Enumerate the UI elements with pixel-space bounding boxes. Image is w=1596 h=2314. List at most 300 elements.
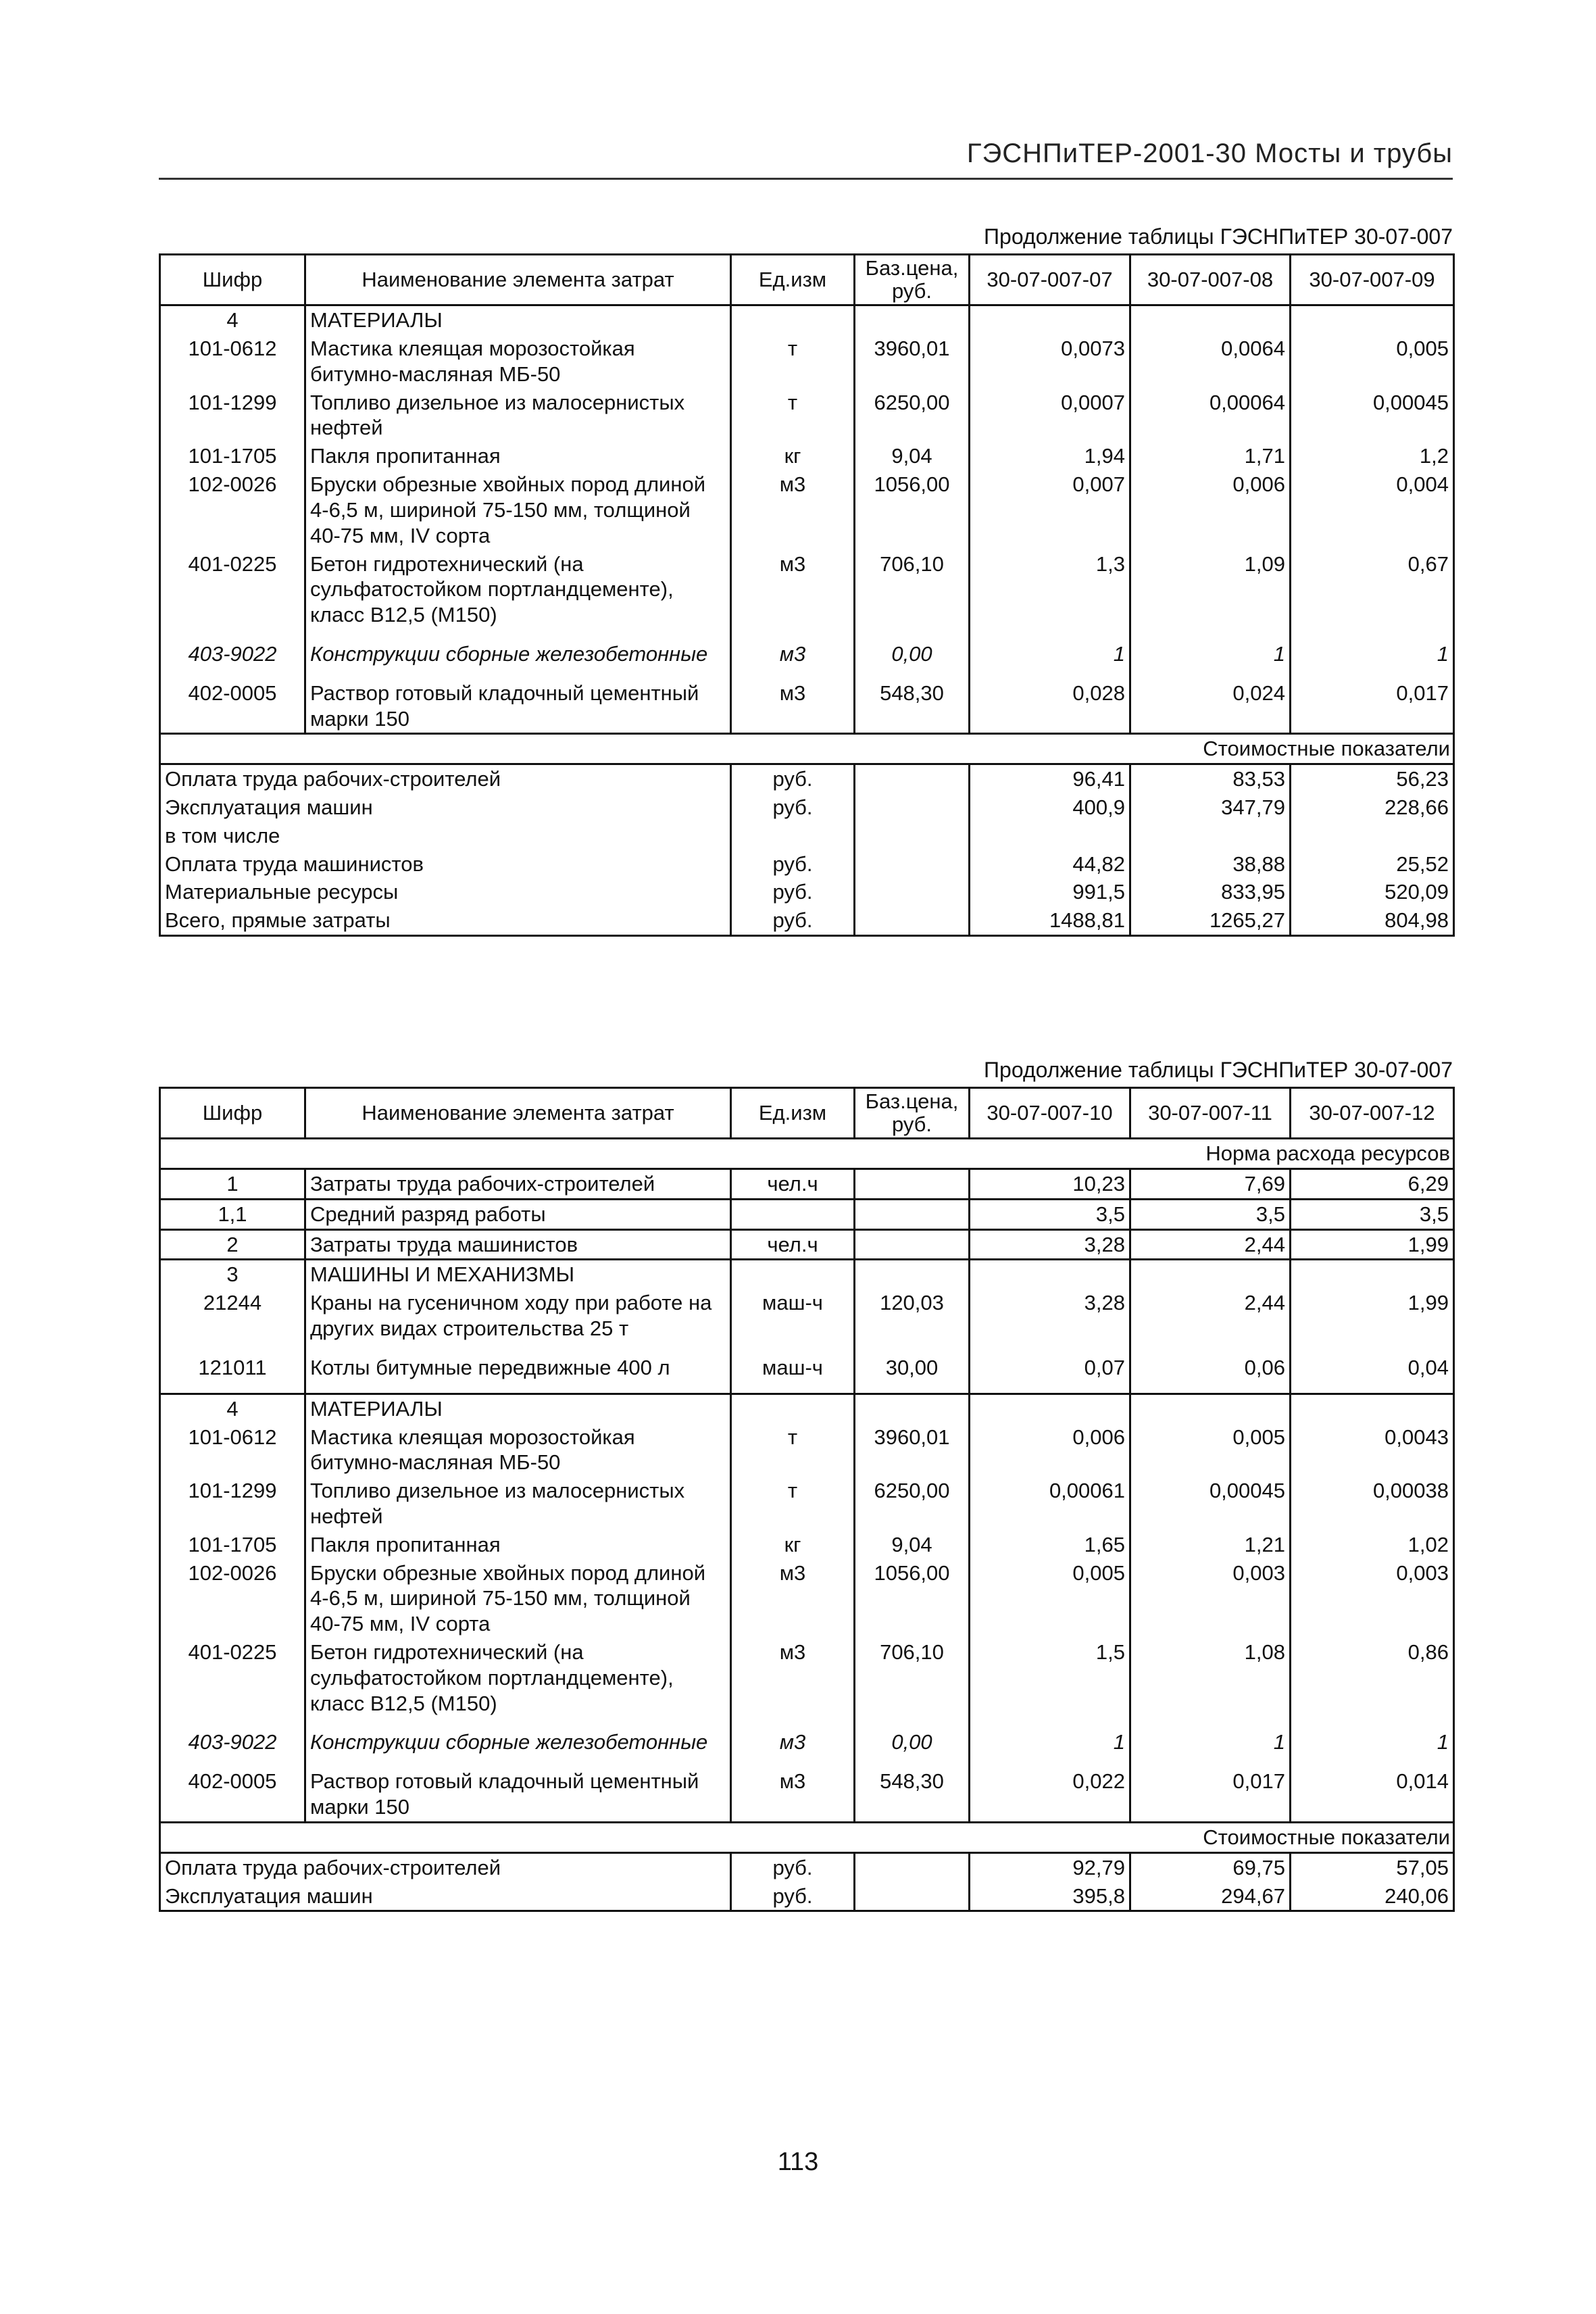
summary-row bbox=[160, 764, 1454, 793]
spacer-row bbox=[160, 1756, 1454, 1767]
resource-norm-band bbox=[160, 1139, 1454, 1169]
base-price: 6250,00 bbox=[855, 1477, 970, 1531]
cost-value: 25,52 bbox=[1291, 850, 1454, 879]
summary-label: Оплата труда машинистов bbox=[160, 850, 731, 879]
base-price: 120,03 bbox=[855, 1289, 970, 1343]
spacer-cell bbox=[160, 629, 305, 640]
summary-price-empty bbox=[855, 906, 970, 935]
table-row bbox=[160, 335, 1454, 389]
cost-value bbox=[970, 822, 1130, 850]
norm-value: 1,99 bbox=[1291, 1229, 1454, 1260]
summary-row bbox=[160, 822, 1454, 850]
norm-value: 1,08 bbox=[1130, 1638, 1291, 1717]
resource-unit: м3 bbox=[779, 1640, 806, 1664]
summary-label: Эксплуатация машин bbox=[160, 793, 731, 822]
resource-code: 102-0026 bbox=[188, 472, 277, 497]
spacer-cell bbox=[1291, 1343, 1454, 1354]
norm-value: 1,99 bbox=[1291, 1289, 1454, 1343]
table-row bbox=[160, 1423, 1454, 1477]
table-row bbox=[160, 1767, 1454, 1822]
norm-value: 1,02 bbox=[1291, 1531, 1454, 1559]
resource-name: Пакля пропитанная bbox=[305, 1531, 731, 1559]
table-row bbox=[160, 389, 1454, 443]
base-price: 706,10 bbox=[855, 1638, 970, 1717]
norm-value: 0,00045 bbox=[1130, 1477, 1291, 1531]
cost-value bbox=[1130, 822, 1291, 850]
spacer-cell bbox=[305, 668, 731, 679]
cost-value: 520,09 bbox=[1291, 878, 1454, 906]
spacer-cell bbox=[1291, 1756, 1454, 1767]
resource-code: 101-1705 bbox=[188, 444, 277, 468]
spacer-cell bbox=[160, 1756, 305, 1767]
summary-label: в том числе bbox=[160, 822, 731, 850]
cost-value: 294,67 bbox=[1130, 1882, 1291, 1911]
spacer-row bbox=[160, 1382, 1454, 1394]
table-row bbox=[160, 640, 1454, 668]
norm-value bbox=[1291, 1394, 1454, 1423]
base-price: 706,10 bbox=[855, 550, 970, 629]
col-header-price: Баз.цена, руб. bbox=[855, 255, 970, 305]
summary-unit: руб. bbox=[772, 1884, 813, 1908]
cost-value: 38,88 bbox=[1130, 850, 1291, 879]
table-row bbox=[160, 1394, 1454, 1423]
cost-value: 92,79 bbox=[970, 1852, 1130, 1881]
spacer-cell bbox=[1130, 1717, 1291, 1728]
table1-header-row bbox=[160, 255, 1454, 305]
resource-unit: т bbox=[787, 337, 798, 360]
base-price: 1056,00 bbox=[855, 470, 970, 549]
cost-value: 395,8 bbox=[970, 1882, 1130, 1911]
resource-code: 1 bbox=[160, 1169, 305, 1200]
col-header-code-3: 30-07-007-09 bbox=[1291, 255, 1454, 305]
resource-name: Бетон гидротехнический (на сульфатостойком портландцементе), класс В12,5 (М150) bbox=[305, 550, 731, 629]
table-row bbox=[160, 1289, 1454, 1343]
summary-price-empty bbox=[855, 822, 970, 850]
spacer-cell bbox=[1130, 629, 1291, 640]
resource-code: 101-1705 bbox=[188, 1532, 277, 1556]
base-price bbox=[855, 1199, 970, 1229]
base-price: 548,30 bbox=[855, 679, 970, 734]
summary-unit: руб. bbox=[772, 852, 813, 876]
base-price: 0,00 bbox=[855, 640, 970, 668]
norm-value: 3,28 bbox=[970, 1229, 1130, 1260]
resource-name: Мастика клеящая морозостойкая битумно-масляная МБ-50 bbox=[305, 1423, 731, 1477]
base-price bbox=[855, 1260, 970, 1289]
norm-value: 0,67 bbox=[1291, 550, 1454, 629]
norm-value: 0,0073 bbox=[970, 335, 1130, 389]
summary-price-empty bbox=[855, 764, 970, 793]
cost-value: 56,23 bbox=[1291, 764, 1454, 793]
table2 bbox=[159, 1087, 1455, 1912]
col-header-price: Баз.цена, руб. bbox=[855, 1088, 970, 1139]
resource-norm-band-label: Норма расхода ресурсов bbox=[160, 1139, 1454, 1169]
spacer-cell bbox=[731, 668, 855, 679]
cost-indicators-band-label: Стоимостные показатели bbox=[160, 1822, 1454, 1852]
cost-value: 69,75 bbox=[1130, 1852, 1291, 1881]
summary-unit: руб. bbox=[772, 908, 813, 933]
spacer-cell bbox=[731, 1756, 855, 1767]
norm-value: 1 bbox=[1291, 640, 1454, 668]
spacer-cell bbox=[160, 1382, 305, 1394]
norm-value: 1 bbox=[970, 1728, 1130, 1756]
col-header-name: Наименование элемента затрат bbox=[305, 1088, 731, 1139]
table-row bbox=[160, 442, 1454, 470]
col-header-code-1: 30-07-007-10 bbox=[970, 1088, 1130, 1139]
norm-value: 3,5 bbox=[970, 1199, 1130, 1229]
norm-value: 0,00061 bbox=[970, 1477, 1130, 1531]
resource-unit bbox=[731, 1394, 855, 1423]
spacer-cell bbox=[305, 1343, 731, 1354]
norm-value: 0,024 bbox=[1130, 679, 1291, 734]
resource-name: Конструкции сборные железобетонные bbox=[305, 1728, 731, 1756]
spacer-cell bbox=[855, 1382, 970, 1394]
table-row bbox=[160, 1199, 1454, 1229]
resource-name: Топливо дизельное из малосернистых нефтей bbox=[305, 1477, 731, 1531]
summary-unit: руб. bbox=[772, 880, 813, 904]
table2-header-row bbox=[160, 1088, 1454, 1139]
spacer-cell bbox=[970, 1756, 1130, 1767]
norm-value bbox=[970, 1394, 1130, 1423]
spacer-cell bbox=[1130, 668, 1291, 679]
col-header-code-2: 30-07-007-11 bbox=[1130, 1088, 1291, 1139]
norm-value: 1,09 bbox=[1130, 550, 1291, 629]
spacer-cell bbox=[160, 668, 305, 679]
col-header-name: Наименование элемента затрат bbox=[305, 255, 731, 305]
norm-value bbox=[970, 305, 1130, 335]
norm-value: 0,06 bbox=[1130, 1354, 1291, 1382]
norm-value: 1,94 bbox=[970, 442, 1130, 470]
resource-name: МАТЕРИАЛЫ bbox=[305, 305, 731, 335]
spacer-cell bbox=[855, 629, 970, 640]
base-price bbox=[855, 305, 970, 335]
spacer-cell bbox=[305, 1717, 731, 1728]
resource-name: МАШИНЫ И МЕХАНИЗМЫ bbox=[305, 1260, 731, 1289]
table-row bbox=[160, 550, 1454, 629]
norm-value: 2,44 bbox=[1130, 1229, 1291, 1260]
norm-value: 1,5 bbox=[970, 1638, 1130, 1717]
norm-value: 0,0064 bbox=[1130, 335, 1291, 389]
resource-code: 101-1299 bbox=[188, 1479, 277, 1503]
page-header: ГЭСНПиТЕР-2001-30 Мосты и трубы bbox=[966, 139, 1453, 168]
norm-value: 0,00045 bbox=[1291, 389, 1454, 443]
norm-value: 0,017 bbox=[1291, 679, 1454, 734]
spacer-cell bbox=[1291, 1382, 1454, 1394]
spacer-row bbox=[160, 668, 1454, 679]
summary-label: Оплата труда рабочих-строителей bbox=[160, 764, 731, 793]
norm-value bbox=[1291, 1260, 1454, 1289]
cost-value: 83,53 bbox=[1130, 764, 1291, 793]
summary-price-empty bbox=[855, 793, 970, 822]
resource-unit bbox=[731, 305, 855, 335]
summary-row bbox=[160, 1852, 1454, 1881]
norm-value: 0,00038 bbox=[1291, 1477, 1454, 1531]
spacer-cell bbox=[305, 1756, 731, 1767]
spacer-cell bbox=[855, 668, 970, 679]
cost-value: 804,98 bbox=[1291, 906, 1454, 935]
norm-value bbox=[1130, 1394, 1291, 1423]
resource-unit: т bbox=[787, 1425, 798, 1449]
resource-name: Бруски обрезные хвойных пород длиной 4-6,5 м, шириной 75-150 мм, толщиной 40-75 мм, IV сорта bbox=[305, 470, 731, 549]
base-price: 3960,01 bbox=[855, 335, 970, 389]
norm-value: 1,65 bbox=[970, 1531, 1130, 1559]
table-row bbox=[160, 1229, 1454, 1260]
resource-code: 101-0612 bbox=[188, 337, 277, 360]
col-header-code-1: 30-07-007-07 bbox=[970, 255, 1130, 305]
summary-row bbox=[160, 1882, 1454, 1911]
table2-caption: Продолжение таблицы ГЭСНПиТЕР 30-07-007 bbox=[984, 1058, 1453, 1082]
spacer-cell bbox=[731, 1343, 855, 1354]
norm-value: 0,017 bbox=[1130, 1767, 1291, 1822]
norm-value: 1 bbox=[1291, 1728, 1454, 1756]
spacer-cell bbox=[731, 629, 855, 640]
table-row bbox=[160, 1260, 1454, 1289]
spacer-cell bbox=[1130, 1343, 1291, 1354]
norm-value: 0,00064 bbox=[1130, 389, 1291, 443]
resource-code: 401-0225 bbox=[188, 1640, 277, 1664]
table1-caption: Продолжение таблицы ГЭСНПиТЕР 30-07-007 bbox=[984, 224, 1453, 249]
norm-value: 1 bbox=[970, 640, 1130, 668]
cost-value: 347,79 bbox=[1130, 793, 1291, 822]
table-row bbox=[160, 1169, 1454, 1200]
summary-label: Оплата труда рабочих-строителей bbox=[160, 1852, 731, 1881]
norm-value: 0,005 bbox=[1291, 335, 1454, 389]
resource-unit: м3 bbox=[779, 641, 806, 666]
summary-label: Материальные ресурсы bbox=[160, 878, 731, 906]
norm-value: 1,71 bbox=[1130, 442, 1291, 470]
spacer-cell bbox=[160, 1717, 305, 1728]
resource-unit: кг bbox=[784, 444, 801, 468]
spacer-cell bbox=[970, 1717, 1130, 1728]
summary-row bbox=[160, 793, 1454, 822]
resource-code: 403-9022 bbox=[188, 1730, 277, 1754]
resource-unit bbox=[731, 1260, 855, 1289]
cost-value: 240,06 bbox=[1291, 1882, 1454, 1911]
table-row bbox=[160, 1531, 1454, 1559]
resource-code: 21244 bbox=[203, 1291, 262, 1315]
spacer-cell bbox=[970, 1343, 1130, 1354]
cost-value: 44,82 bbox=[970, 850, 1130, 879]
base-price: 1056,00 bbox=[855, 1559, 970, 1638]
table-row bbox=[160, 679, 1454, 734]
resource-name: Топливо дизельное из малосернистых нефтей bbox=[305, 389, 731, 443]
norm-value: 0,07 bbox=[970, 1354, 1130, 1382]
resource-name: МАТЕРИАЛЫ bbox=[305, 1394, 731, 1423]
norm-value: 0,014 bbox=[1291, 1767, 1454, 1822]
summary-row bbox=[160, 878, 1454, 906]
norm-value: 3,5 bbox=[1130, 1199, 1291, 1229]
summary-label: Эксплуатация машин bbox=[160, 1882, 731, 1911]
summary-unit: руб. bbox=[772, 795, 813, 819]
resource-unit: т bbox=[787, 390, 798, 414]
norm-value: 6,29 bbox=[1291, 1169, 1454, 1200]
col-header-unit: Ед.изм bbox=[731, 255, 855, 305]
norm-value bbox=[1130, 305, 1291, 335]
norm-value: 1 bbox=[1130, 1728, 1291, 1756]
spacer-row bbox=[160, 629, 1454, 640]
norm-value: 0,003 bbox=[1291, 1559, 1454, 1638]
norm-value: 1,21 bbox=[1130, 1531, 1291, 1559]
resource-code: 1,1 bbox=[160, 1199, 305, 1229]
spacer-cell bbox=[855, 1756, 970, 1767]
resource-code: 402-0005 bbox=[188, 1769, 277, 1794]
norm-value: 0,005 bbox=[970, 1559, 1130, 1638]
spacer-cell bbox=[1291, 1717, 1454, 1728]
table-row bbox=[160, 1477, 1454, 1531]
spacer-cell bbox=[855, 1717, 970, 1728]
resource-name: Пакля пропитанная bbox=[305, 442, 731, 470]
cost-value: 228,66 bbox=[1291, 793, 1454, 822]
resource-code: 101-0612 bbox=[188, 1425, 277, 1449]
resource-unit: чел.ч bbox=[731, 1229, 855, 1260]
summary-row bbox=[160, 906, 1454, 935]
base-price: 3960,01 bbox=[855, 1423, 970, 1477]
cost-value: 991,5 bbox=[970, 878, 1130, 906]
resource-name: Раствор готовый кладочный цементный марки 150 bbox=[305, 1767, 731, 1822]
table-row bbox=[160, 470, 1454, 549]
resource-code: 102-0026 bbox=[188, 1560, 277, 1585]
summary-unit: руб. bbox=[772, 767, 813, 791]
norm-value: 1,3 bbox=[970, 550, 1130, 629]
norm-value: 0,006 bbox=[970, 1423, 1130, 1477]
resource-code: 402-0005 bbox=[188, 681, 277, 705]
base-price bbox=[855, 1229, 970, 1260]
norm-value: 0,004 bbox=[1291, 470, 1454, 549]
table-row bbox=[160, 1728, 1454, 1756]
resource-name: Бруски обрезные хвойных пород длиной 4-6,5 м, шириной 75-150 мм, толщиной 40-75 мм, IV сорта bbox=[305, 1559, 731, 1638]
norm-value: 7,69 bbox=[1130, 1169, 1291, 1200]
norm-value bbox=[1291, 305, 1454, 335]
spacer-cell bbox=[970, 668, 1130, 679]
cost-value: 400,9 bbox=[970, 793, 1130, 822]
resource-name: Конструкции сборные железобетонные bbox=[305, 640, 731, 668]
norm-value: 0,003 bbox=[1130, 1559, 1291, 1638]
resource-name: Средний разряд работы bbox=[305, 1199, 731, 1229]
resource-name: Бетон гидротехнический (на сульфатостойком портландцементе), класс В12,5 (М150) bbox=[305, 1638, 731, 1717]
cost-value: 57,05 bbox=[1291, 1852, 1454, 1881]
cost-indicators-band bbox=[160, 734, 1454, 764]
cost-value: 833,95 bbox=[1130, 878, 1291, 906]
col-header-code: Шифр bbox=[160, 255, 305, 305]
norm-value: 2,44 bbox=[1130, 1289, 1291, 1343]
base-price bbox=[855, 1394, 970, 1423]
base-price: 30,00 bbox=[855, 1354, 970, 1382]
summary-label: Всего, прямые затраты bbox=[160, 906, 731, 935]
resource-code: 4 bbox=[226, 308, 239, 333]
base-price bbox=[855, 1169, 970, 1200]
col-header-unit: Ед.изм bbox=[731, 1088, 855, 1139]
spacer-cell bbox=[970, 1382, 1130, 1394]
resource-name: Мастика клеящая морозостойкая битумно-масляная МБ-50 bbox=[305, 335, 731, 389]
summary-price-empty bbox=[855, 850, 970, 879]
table-row bbox=[160, 1638, 1454, 1717]
summary-price-empty bbox=[855, 1882, 970, 1911]
resource-code: 101-1299 bbox=[188, 390, 277, 414]
resource-unit: маш-ч bbox=[762, 1355, 823, 1379]
summary-price-empty bbox=[855, 1852, 970, 1881]
header-rule bbox=[159, 178, 1453, 180]
summary-unit: руб. bbox=[772, 1855, 813, 1879]
base-price: 9,04 bbox=[855, 1531, 970, 1559]
cost-indicators-band-label: Стоимостные показатели bbox=[160, 734, 1454, 764]
resource-unit: м3 bbox=[779, 1730, 806, 1754]
resource-name: Затраты труда рабочих-строителей bbox=[305, 1169, 731, 1200]
cost-indicators-band bbox=[160, 1822, 1454, 1852]
norm-value bbox=[1130, 1260, 1291, 1289]
table-row bbox=[160, 305, 1454, 335]
resource-unit: м3 bbox=[779, 551, 806, 576]
base-price: 9,04 bbox=[855, 442, 970, 470]
norm-value: 0,006 bbox=[1130, 470, 1291, 549]
base-price: 6250,00 bbox=[855, 389, 970, 443]
resource-name: Раствор готовый кладочный цементный марки 150 bbox=[305, 679, 731, 734]
resource-code: 121011 bbox=[198, 1355, 267, 1379]
spacer-cell bbox=[855, 1343, 970, 1354]
resource-unit: маш-ч bbox=[762, 1291, 823, 1315]
cost-value: 96,41 bbox=[970, 764, 1130, 793]
resource-code: 2 bbox=[160, 1229, 305, 1260]
spacer-cell bbox=[731, 1717, 855, 1728]
summary-row bbox=[160, 850, 1454, 879]
norm-value bbox=[970, 1260, 1130, 1289]
spacer-cell bbox=[1291, 668, 1454, 679]
norm-value: 3,28 bbox=[970, 1289, 1130, 1343]
table-row bbox=[160, 1354, 1454, 1382]
spacer-cell bbox=[160, 1343, 305, 1354]
resource-unit bbox=[731, 1199, 855, 1229]
spacer-cell bbox=[1130, 1756, 1291, 1767]
norm-value: 0,0007 bbox=[970, 389, 1130, 443]
norm-value: 0,022 bbox=[970, 1767, 1130, 1822]
norm-value: 3,5 bbox=[1291, 1199, 1454, 1229]
resource-unit: кг bbox=[784, 1532, 801, 1556]
spacer-cell bbox=[970, 629, 1130, 640]
norm-value: 0,0043 bbox=[1291, 1423, 1454, 1477]
resource-name: Котлы битумные передвижные 400 л bbox=[305, 1354, 731, 1382]
resource-code: 403-9022 bbox=[188, 641, 277, 666]
norm-value: 0,86 bbox=[1291, 1638, 1454, 1717]
spacer-row bbox=[160, 1343, 1454, 1354]
resource-unit: т bbox=[787, 1479, 798, 1503]
spacer-row bbox=[160, 1717, 1454, 1728]
norm-value: 10,23 bbox=[970, 1169, 1130, 1200]
col-header-code: Шифр bbox=[160, 1088, 305, 1139]
norm-value: 0,005 bbox=[1130, 1423, 1291, 1477]
base-price: 548,30 bbox=[855, 1767, 970, 1822]
norm-value: 0,028 bbox=[970, 679, 1130, 734]
spacer-cell bbox=[1130, 1382, 1291, 1394]
summary-unit bbox=[731, 822, 855, 850]
resource-code: 3 bbox=[160, 1260, 305, 1289]
cost-value: 1488,81 bbox=[970, 906, 1130, 935]
resource-name: Затраты труда машинистов bbox=[305, 1229, 731, 1260]
col-header-code-2: 30-07-007-08 bbox=[1130, 255, 1291, 305]
page-number: 113 bbox=[777, 2148, 819, 2176]
table1 bbox=[159, 253, 1455, 937]
resource-code: 4 bbox=[160, 1394, 305, 1423]
cost-value: 1265,27 bbox=[1130, 906, 1291, 935]
base-price: 0,00 bbox=[855, 1728, 970, 1756]
summary-price-empty bbox=[855, 878, 970, 906]
resource-unit: м3 bbox=[779, 1560, 806, 1585]
table-row bbox=[160, 1559, 1454, 1638]
spacer-cell bbox=[731, 1382, 855, 1394]
spacer-cell bbox=[305, 1382, 731, 1394]
resource-unit: чел.ч bbox=[731, 1169, 855, 1200]
col-header-code-3: 30-07-007-12 bbox=[1291, 1088, 1454, 1139]
resource-code: 401-0225 bbox=[188, 551, 277, 576]
spacer-cell bbox=[1291, 629, 1454, 640]
resource-unit: м3 bbox=[779, 681, 806, 705]
